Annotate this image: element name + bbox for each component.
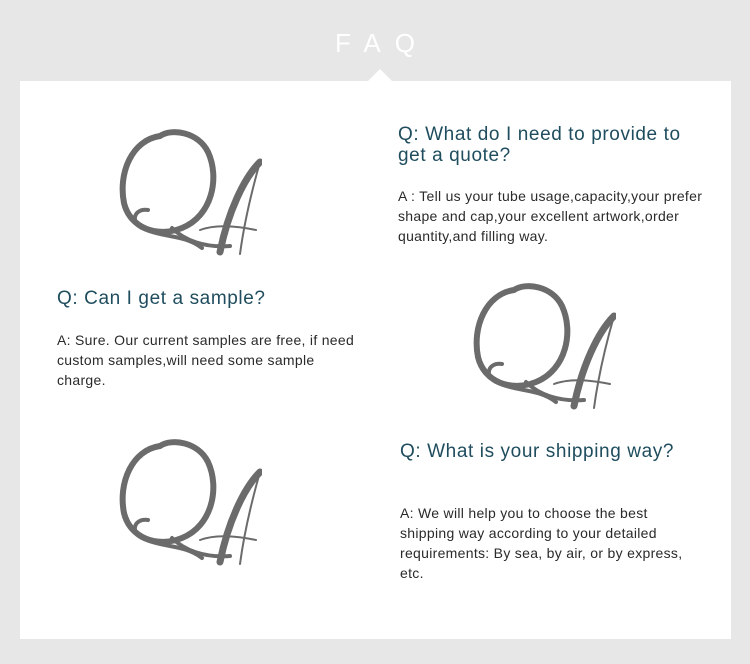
faq-question-shipping: Q: What is your shipping way?	[400, 441, 675, 462]
qa-monogram-icon	[466, 282, 616, 412]
faq-question-quote: Q: What do I need to provide to get a quote?	[398, 124, 681, 166]
faq-answer-sample: A: Sure. Our current samples are free, if need custom samples,will need some sample charge.	[57, 332, 355, 388]
page-title: FAQ	[334, 28, 429, 58]
qa-monogram-icon	[112, 438, 262, 568]
faq-question-sample: Q: Can I get a sample?	[57, 288, 266, 309]
faq-answer-shipping: A: We will help you to choose the best shipping way according to your detailed requirements: By sea, by air, or by express, etc.	[400, 505, 683, 581]
faq-answer-quote: A : Tell us your tube usage,capacity,your prefer shape and cap,your excellent artwork,order quantity,and filling way.	[398, 188, 703, 244]
title-pointer	[368, 69, 392, 81]
qa-monogram-icon	[112, 128, 262, 258]
